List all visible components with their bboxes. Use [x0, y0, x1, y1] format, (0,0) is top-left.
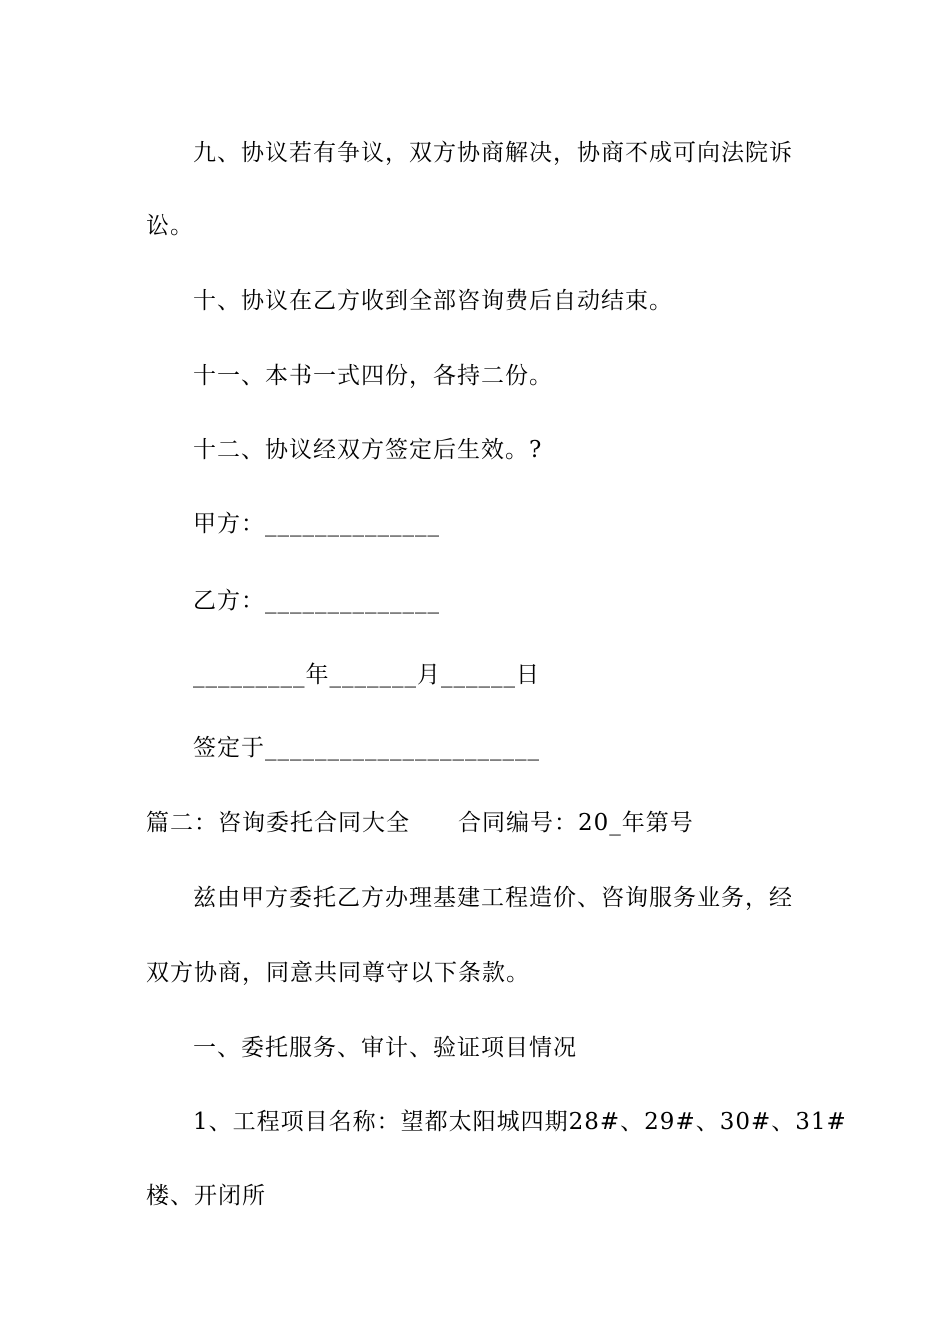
- article-1-heading: 一、委托服务、审计、验证项目情况: [193, 1035, 577, 1061]
- project-name-line-1: 1、工程项目名称：望都太阳城四期28#、29#、30#、31#: [193, 1109, 847, 1135]
- clause-9-line-2: 讼。: [146, 213, 194, 239]
- clause-9-line-1: 九、协议若有争议，双方协商解决，协商不成可向法院诉: [193, 140, 793, 166]
- intro-line-1: 兹由甲方委托乙方办理基建工程造价、咨询服务业务，经: [193, 885, 793, 911]
- date-line: _________年_______月______日: [193, 662, 540, 688]
- party-a-signature-line: 甲方：______________: [193, 511, 440, 537]
- section-2-heading: 篇二：咨询委托合同大全 合同编号：20_年第号: [146, 810, 694, 836]
- clause-11: 十一、本书一式四份，各持二份。: [193, 363, 553, 389]
- clause-12: 十二、协议经双方签定后生效。?: [193, 437, 543, 463]
- intro-line-2: 双方协商，同意共同尊守以下条款。: [146, 960, 530, 986]
- signing-place-line: 签定于______________________: [193, 735, 540, 761]
- clause-10: 十、协议在乙方收到全部咨询费后自动结束。: [193, 288, 673, 314]
- party-b-signature-line: 乙方：______________: [193, 588, 440, 614]
- project-name-line-2: 楼、开闭所: [146, 1183, 266, 1209]
